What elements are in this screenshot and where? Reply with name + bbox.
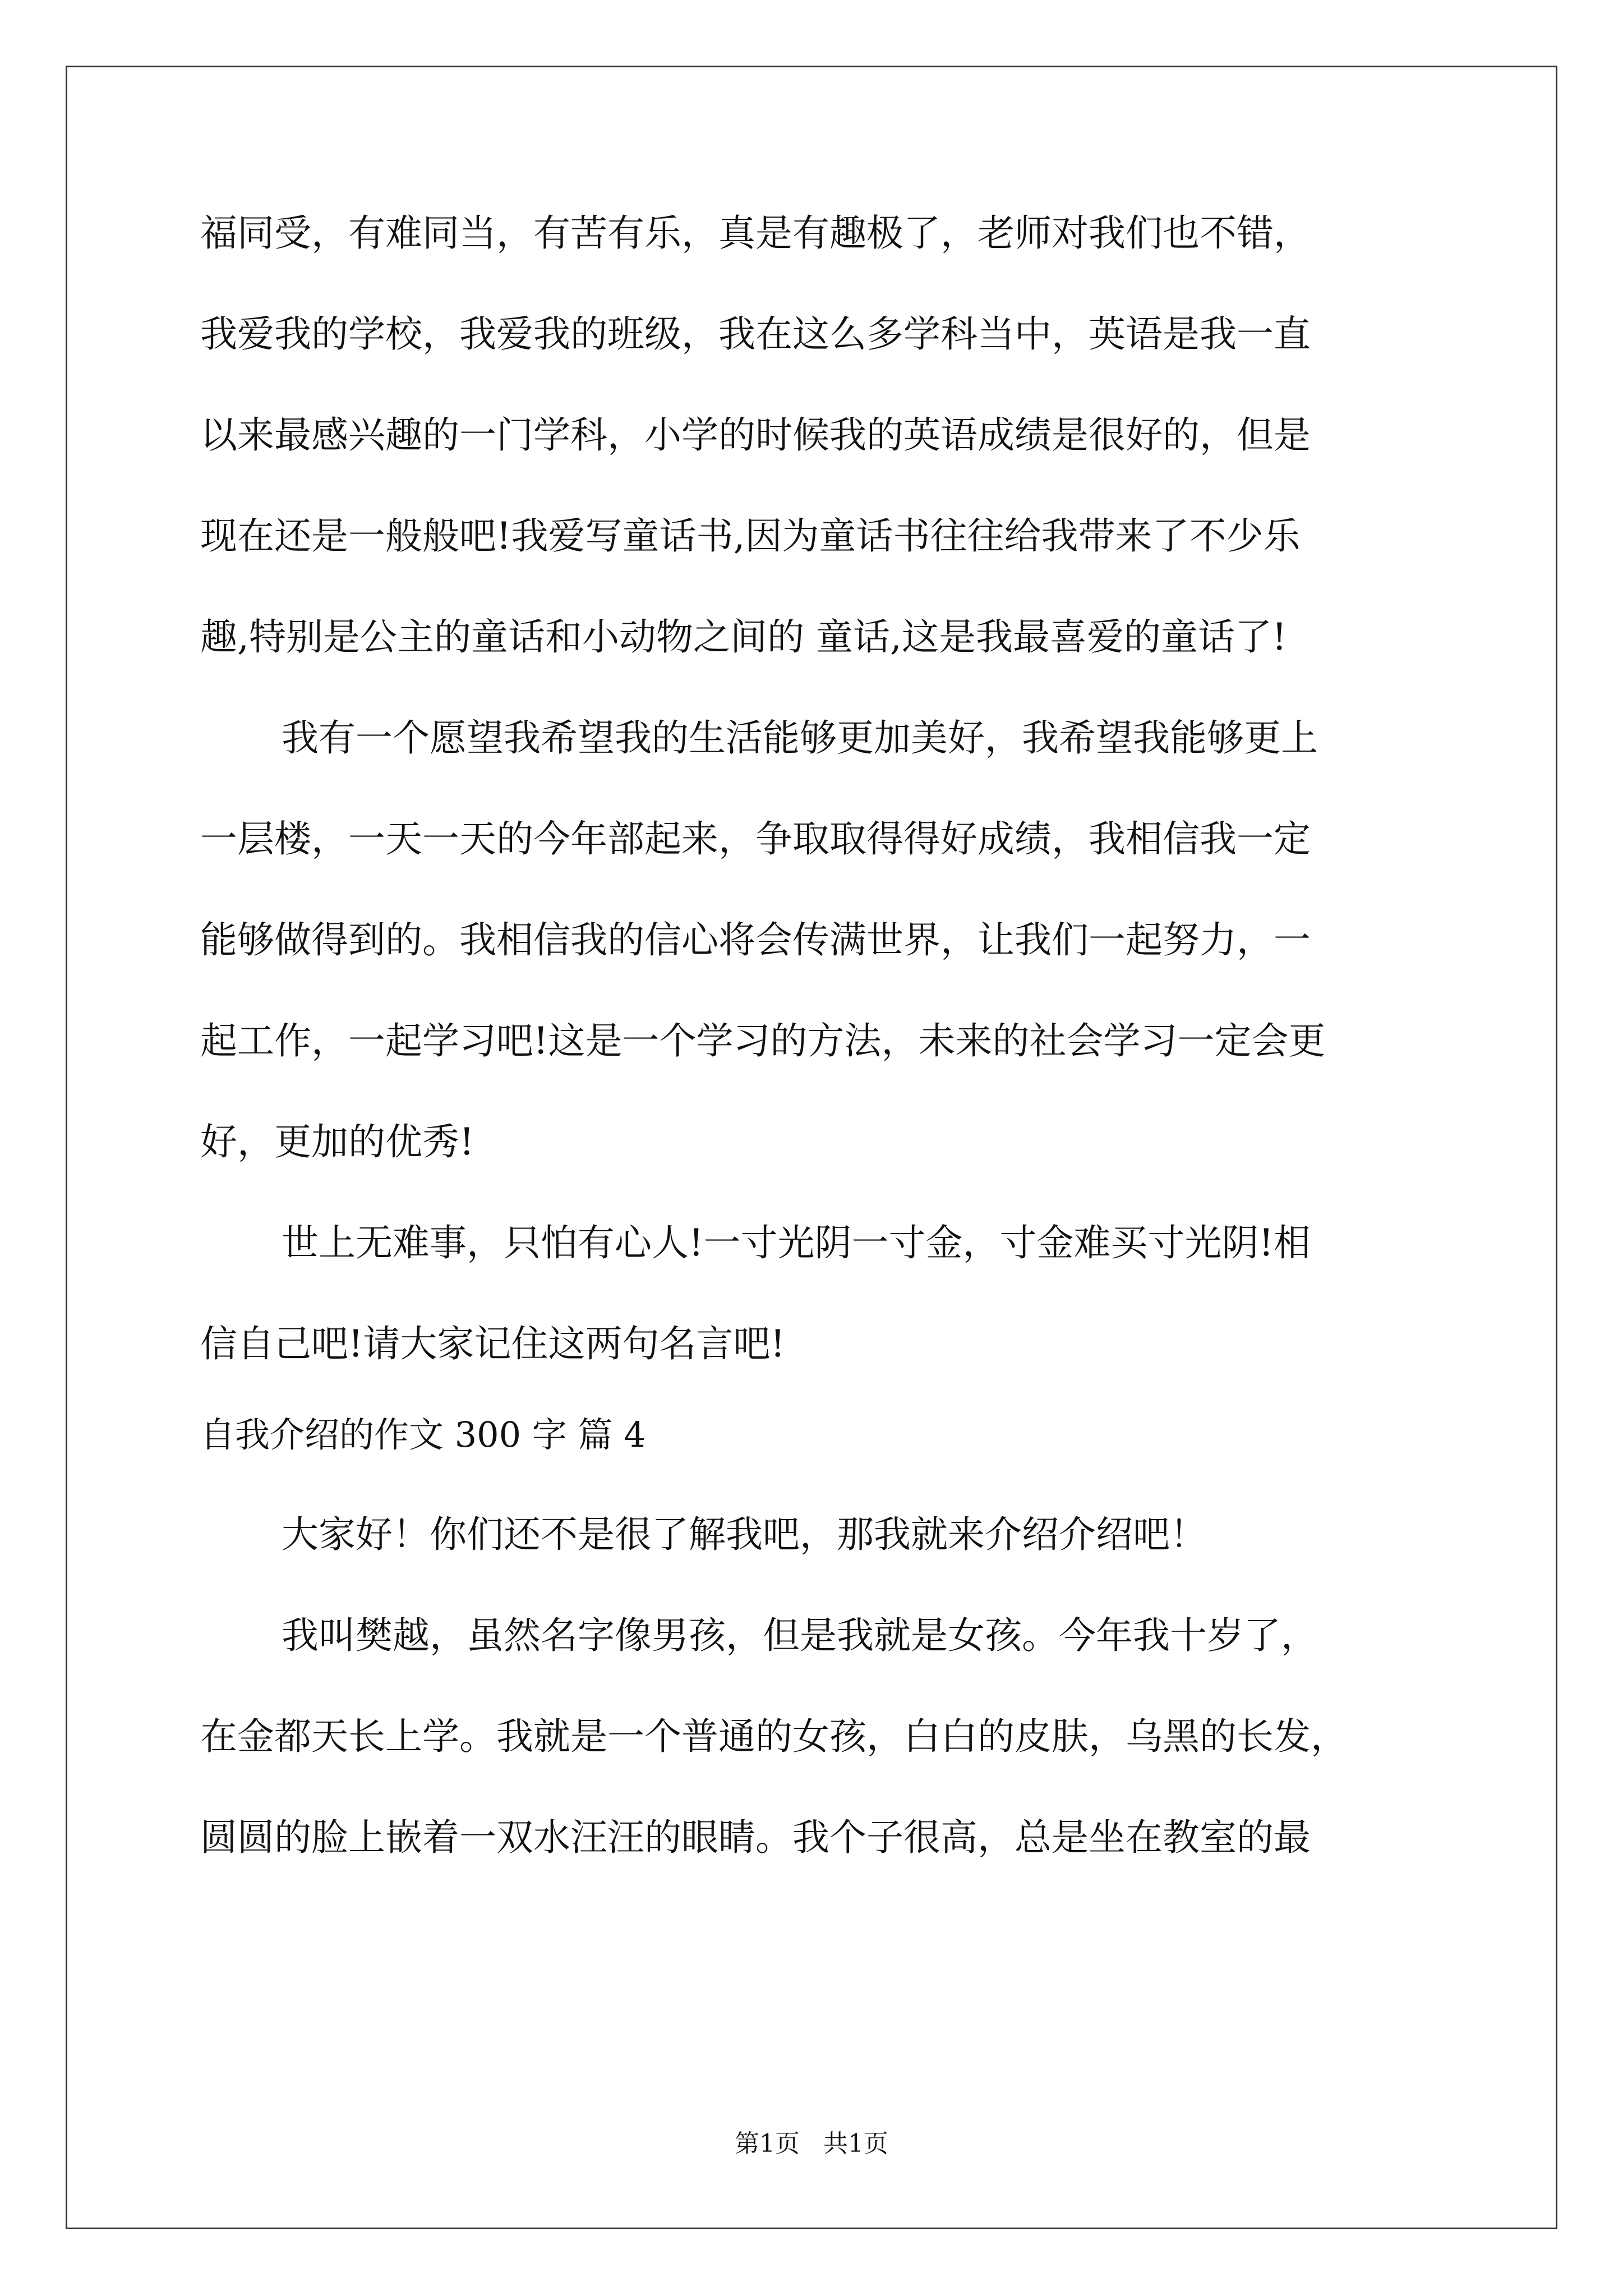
- paragraph-line-14: 我叫樊越，虽然名字像男孩，但是我就是女孩。今年我十岁了，: [282, 1614, 1318, 1657]
- paragraph-line-15: 在金都天长上学。我就是一个普通的女孩，白白的皮肤，乌黑的长发，: [200, 1715, 1348, 1758]
- paragraph-line-12: 信自己吧!请大家记住这两句名言吧!: [200, 1322, 786, 1365]
- paragraph-line-7: 一层楼，一天一天的今年部起来，争取取得得好成绩，我相信我一定: [200, 817, 1311, 861]
- paragraph-line-4: 现在还是一般般吧!我爱写童话书,因为童话书往往给我带来了不少乐: [200, 514, 1301, 558]
- paragraph-line-1: 福同受，有难同当，有苦有乐，真是有趣极了，老师对我们也不错，: [200, 211, 1311, 255]
- paragraph-line-2: 我爱我的学校，我爱我的班级，我在这么多学科当中，英语是我一直: [200, 312, 1311, 356]
- paragraph-line-5: 趣,特别是公主的童话和小动物之间的 童话,这是我最喜爱的童话了!: [200, 615, 1287, 659]
- paragraph-line-16: 圆圆的脸上嵌着一双水汪汪的眼睛。我个子很高，总是坐在教室的最: [200, 1816, 1311, 1859]
- page-footer: 第1页 共1页: [735, 2129, 888, 2158]
- paragraph-line-9: 起工作，一起学习吧!这是一个学习的方法，未来的社会学习一定会更: [200, 1019, 1326, 1062]
- paragraph-line-8: 能够做得到的。我相信我的信心将会传满世界，让我们一起努力，一: [200, 918, 1311, 961]
- paragraph-line-13: 大家好！你们还不是很了解我吧，那我就来介绍介绍吧！: [282, 1513, 1207, 1556]
- section-heading: 自我介绍的作文 300 字 篇 4: [200, 1414, 646, 1455]
- paragraph-line-3: 以来最感兴趣的一门学科，小学的时候我的英语成绩是很好的，但是: [200, 413, 1311, 457]
- paragraph-line-11: 世上无难事，只怕有心人!一寸光阴一寸金，寸金难买寸光阴!相: [282, 1221, 1311, 1264]
- paragraph-line-10: 好，更加的优秀!: [200, 1120, 474, 1163]
- paragraph-line-6: 我有一个愿望我希望我的生活能够更加美好，我希望我能够更上: [282, 716, 1318, 760]
